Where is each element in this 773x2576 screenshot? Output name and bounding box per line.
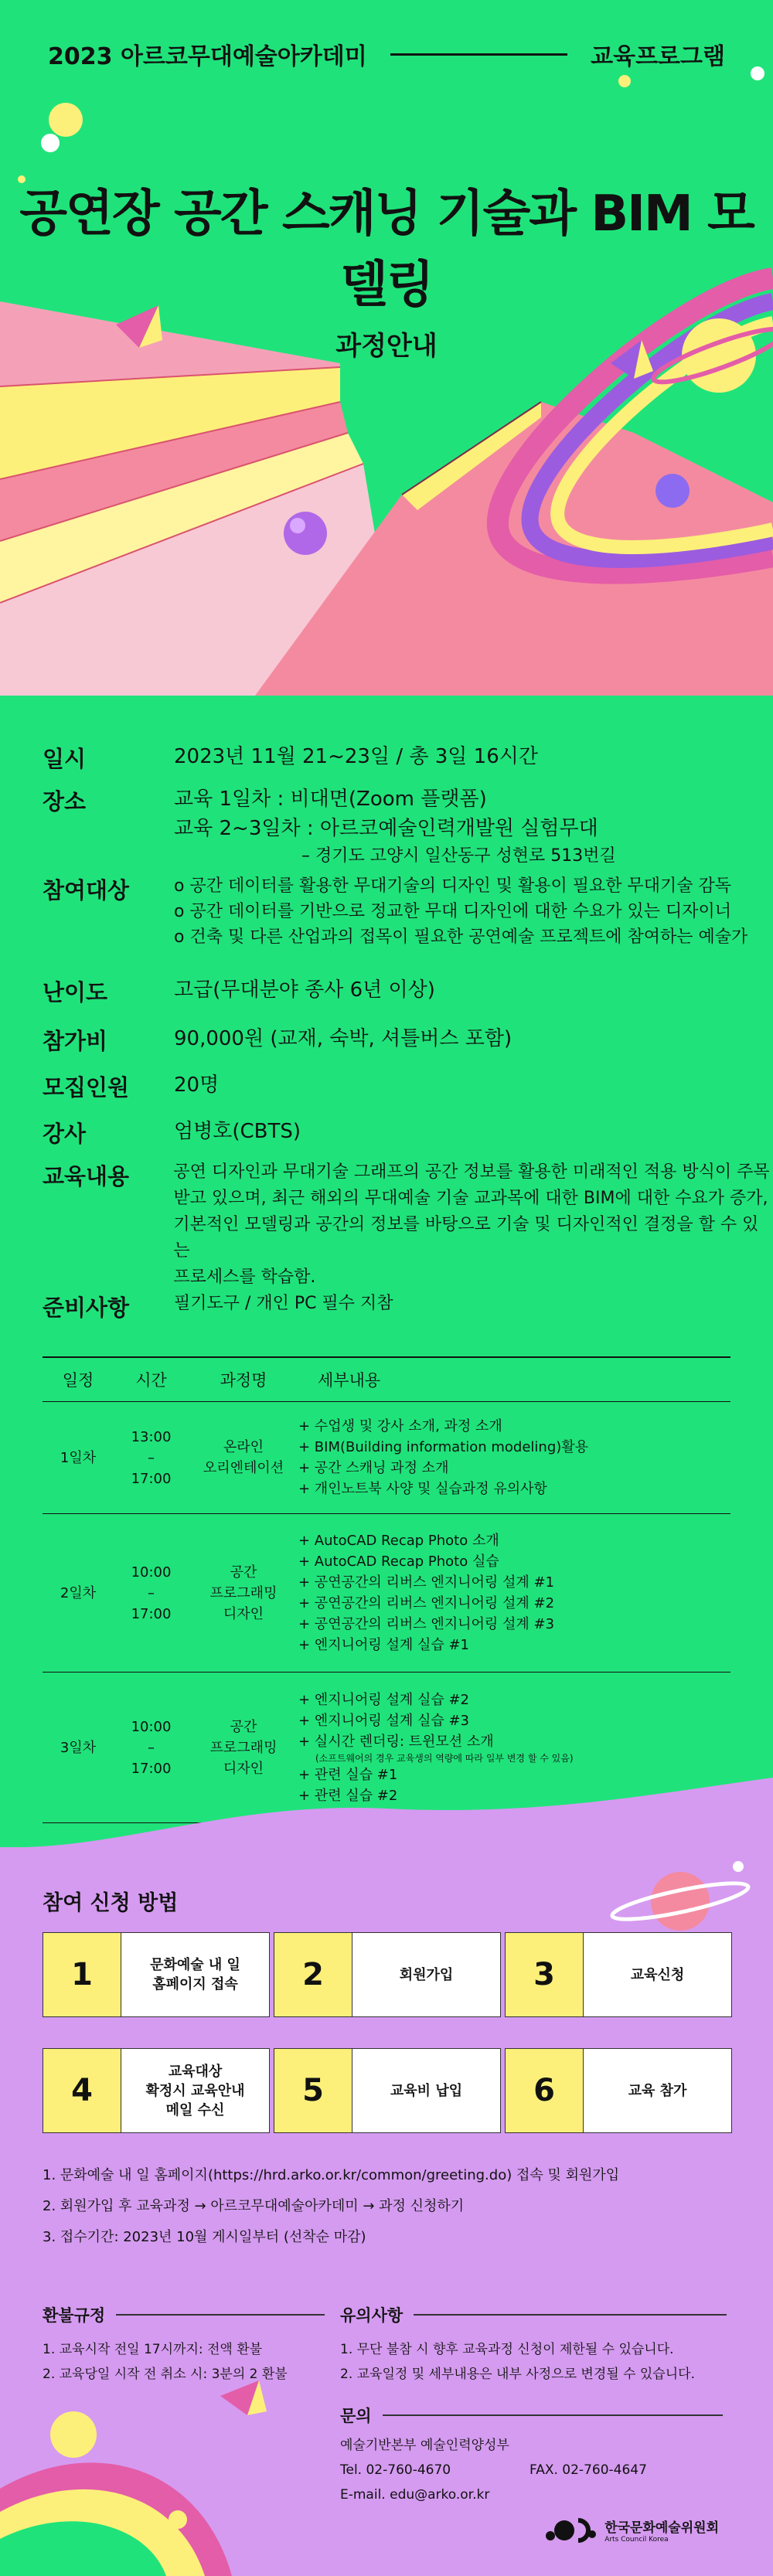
info-value: 공연 디자인과 무대기술 그래프의 공간 정보를 활용한 미래적인 적용 방식이 주목 — [173, 1162, 770, 1182]
info-value: 받고 있으며, 최근 해외의 무대예술 기술 교과목에 대한 BIM에 대한 수요가 증가, — [173, 1189, 768, 1208]
logo-name-ko: 한국문화예술위원회 — [604, 2520, 719, 2536]
detail-note: (소프트웨어의 경우 교육생의 역량에 따라 일부 변경 할 수 있음) — [315, 1752, 574, 1764]
detail-item: + 공연공간의 리버스 엔지니어링 설계 #2 — [298, 1595, 555, 1611]
info-key: 강사 — [43, 1121, 87, 1147]
info-key: 참가비 — [43, 1028, 108, 1054]
cell-detail — [298, 1514, 730, 1673]
step-5 — [274, 2048, 501, 2133]
detail-item: + 개인노트북 사양 및 실습과정 유의사항 — [298, 1481, 547, 1497]
page-title: 공연장 공간 스캐닝 기술과 BIM 모델링 — [19, 185, 754, 314]
col-course: 과정명 — [189, 1357, 298, 1402]
cell-day: 1일차 — [43, 1402, 114, 1514]
step-label: 교육비 납입 — [390, 2082, 463, 2099]
step-2 — [274, 1932, 501, 2017]
contact-title: 문의 — [340, 2407, 372, 2425]
cell-time: 10:00 – 17:00 — [114, 1514, 189, 1673]
cell-day: 3일차 — [43, 1673, 114, 1823]
step-4 — [43, 2048, 270, 2133]
apply-section — [0, 1847, 773, 2576]
cell-course: 공간 프로그래밍 디자인 — [189, 1514, 298, 1673]
header-section — [0, 0, 773, 696]
step-number: 4 — [43, 2049, 121, 2132]
step-number: 2 — [274, 1933, 352, 2016]
step-label: 교육 참가 — [628, 2082, 687, 2099]
info-row-content — [43, 1159, 773, 1291]
schedule-table — [43, 1356, 730, 1823]
cell-day: 2일차 — [43, 1514, 114, 1673]
table-row — [43, 1514, 730, 1673]
step-number: 6 — [506, 2049, 584, 2132]
contact-fax: FAX. 02-760-4647 — [530, 2462, 647, 2478]
apply-title: 참여 신청 방법 — [43, 1891, 179, 1915]
info-value: 교육 1일차 : 비대면(Zoom 플랫폼) — [174, 788, 487, 811]
caution-title: 유의사항 — [340, 2306, 404, 2325]
header-rule — [390, 53, 567, 56]
info-key: 교육내용 — [43, 1163, 130, 1189]
apply-notes — [43, 2160, 619, 2253]
refund-box — [43, 2303, 329, 2387]
arko-logo — [544, 2516, 719, 2544]
detail-item: + 관련 실습 #1 — [298, 1766, 398, 1783]
detail-item: + AutoCAD Recap Photo 실습 — [298, 1553, 499, 1570]
info-key: 모집인원 — [43, 1074, 130, 1101]
info-section — [0, 696, 773, 1353]
refund-line: 1. 교육시작 전일 17시까지: 전액 환불 — [43, 2342, 263, 2357]
info-row-target — [43, 873, 747, 950]
info-key: 참여대상 — [43, 877, 130, 903]
info-row-level — [43, 975, 435, 1007]
detail-item: + 공연공간의 리버스 엔지니어링 설계 #1 — [298, 1574, 555, 1591]
info-row-fee — [43, 1024, 512, 1056]
table-row — [43, 1402, 730, 1514]
apply-note: 2. 회원가입 후 교육과정 → 아르코무대예술아카데미 → 과정 신청하기 — [43, 2198, 465, 2214]
detail-item: + 공연공간의 리버스 엔지니어링 설계 #3 — [298, 1616, 555, 1632]
contact-dept: 예술기반본부 예술인력양성부 — [340, 2438, 509, 2453]
contact-rule — [383, 2414, 723, 2416]
page-subtitle: 과정안내 — [335, 331, 438, 362]
cell-course: 온라인 오리엔테이션 — [189, 1402, 298, 1514]
detail-item: + 엔지니어링 설계 실습 #3 — [298, 1712, 469, 1729]
cell-detail — [298, 1402, 730, 1514]
info-row-place — [43, 784, 616, 869]
detail-item: + 관련 실습 #2 — [298, 1787, 398, 1804]
contact-box — [340, 2404, 730, 2507]
detail-item: + 실시간 렌더링: 트윈모션 소개 — [298, 1733, 494, 1750]
step-number: 1 — [43, 1933, 121, 2016]
info-value: 2023년 11월 21~23일 / 총 3일 16시간 — [174, 745, 538, 768]
step-label: 문화예술 내 일 홈페이지 접속 — [150, 1957, 240, 1992]
section-wave — [0, 1778, 773, 1855]
info-key: 일시 — [43, 746, 87, 772]
info-row-instructor — [43, 1117, 301, 1148]
info-value: 기본적인 모델링과 공간의 정보를 바탕으로 기술 및 디자인적인 결정을 할 수 있는 — [173, 1215, 759, 1261]
apply-note: 1. 문화예술 내 일 홈페이지(https://hrd.arko.or.kr/common/greeting.do) 접속 및 회원가입 — [43, 2167, 620, 2183]
cell-time: 10:00 – 17:00 — [114, 1673, 189, 1823]
step-3 — [505, 1932, 732, 2017]
info-row-date — [43, 742, 538, 774]
contact-tel: Tel. 02-760-4670 — [340, 2462, 451, 2478]
info-value: 프로세스를 학습함. — [173, 1268, 316, 1287]
contact-email[interactable]: E-mail. edu@arko.or.kr — [340, 2487, 490, 2503]
detail-item: + 엔지니어링 설계 실습 #1 — [298, 1637, 469, 1653]
caution-rule — [414, 2314, 727, 2316]
refund-rule — [116, 2314, 325, 2316]
step-label: 회원가입 — [399, 1966, 454, 1983]
col-day: 일정 — [43, 1357, 114, 1402]
info-key: 준비사항 — [43, 1295, 130, 1321]
detail-item: + BIM(Building information modeling)활용 — [298, 1439, 589, 1455]
info-value: 필기도구 / 개인 PC 필수 지참 — [174, 1294, 393, 1313]
col-time: 시간 — [114, 1357, 189, 1402]
info-key: 난이도 — [43, 979, 108, 1006]
detail-item: + 엔지니어링 설계 실습 #2 — [298, 1691, 469, 1708]
org-year: 2023 아르코무대예술아카데미 — [48, 43, 367, 70]
program-label: 교육프로그램 — [591, 43, 725, 70]
caution-line: 1. 무단 불참 시 향후 교육과정 신청이 제한될 수 있습니다. — [340, 2342, 674, 2357]
apply-note: 3. 접수기간: 2023년 10월 게시일부터 (선착순 마감) — [43, 2229, 366, 2245]
info-key: 장소 — [43, 788, 87, 815]
caution-box — [340, 2303, 730, 2387]
table-header-row — [43, 1357, 730, 1402]
detail-item: + 수업생 및 강사 소개, 과정 소개 — [298, 1418, 502, 1434]
caution-line: 2. 교육일정 및 세부내용은 내부 사정으로 변경될 수 있습니다. — [340, 2367, 695, 2382]
refund-title: 환불규정 — [43, 2306, 106, 2325]
info-value: 고급(무대분야 종사 6년 이상) — [174, 978, 435, 1002]
info-row-prep — [43, 1291, 393, 1322]
step-number: 3 — [506, 1933, 584, 2016]
info-row-capacity — [43, 1070, 219, 1102]
detail-item: + 공간 스캐닝 과정 소개 — [298, 1460, 449, 1476]
step-label: 교육신청 — [630, 1966, 685, 1983]
arko-logo-icon — [544, 2517, 598, 2544]
cell-course: 공간 프로그래밍 디자인 — [189, 1673, 298, 1823]
step-1 — [43, 1932, 270, 2017]
step-6 — [505, 2048, 732, 2133]
header-top-line — [48, 39, 725, 70]
info-value: 20명 — [174, 1074, 220, 1097]
logo-name-en: Arts Council Korea — [604, 2536, 669, 2544]
info-value: o 건축 및 다른 산업과의 접목이 필요한 공연예술 프로젝트에 참여하는 예술가 — [174, 927, 748, 947]
info-value: 90,000원 (교재, 숙박, 셔틀버스 포함) — [174, 1027, 512, 1050]
apply-steps — [43, 1932, 730, 2132]
info-address: – 경기도 고양시 일산동구 성현로 513번길 — [301, 846, 616, 866]
cell-time: 13:00 – 17:00 — [114, 1402, 189, 1514]
info-value: 엄병호(CBTS) — [174, 1120, 301, 1143]
step-number: 5 — [274, 2049, 352, 2132]
col-detail: 세부내용 — [298, 1357, 730, 1402]
info-value: 교육 2~3일차 : 아르코예술인력개발원 실험무대 — [174, 817, 598, 840]
info-value: o 공간 데이터를 기반으로 정교한 무대 디자인에 대한 수요가 있는 디자이너 — [174, 902, 731, 921]
info-value: o 공간 데이터를 활용한 무대기술의 디자인 및 활용이 필요한 무대기술 감독 — [174, 876, 731, 896]
step-label: 교육대상 확정시 교육안내 메일 수신 — [145, 2063, 245, 2118]
refund-line: 2. 교육당일 시작 전 취소 시: 3분의 2 환불 — [43, 2367, 288, 2382]
detail-item: + AutoCAD Recap Photo 소개 — [298, 1533, 499, 1549]
